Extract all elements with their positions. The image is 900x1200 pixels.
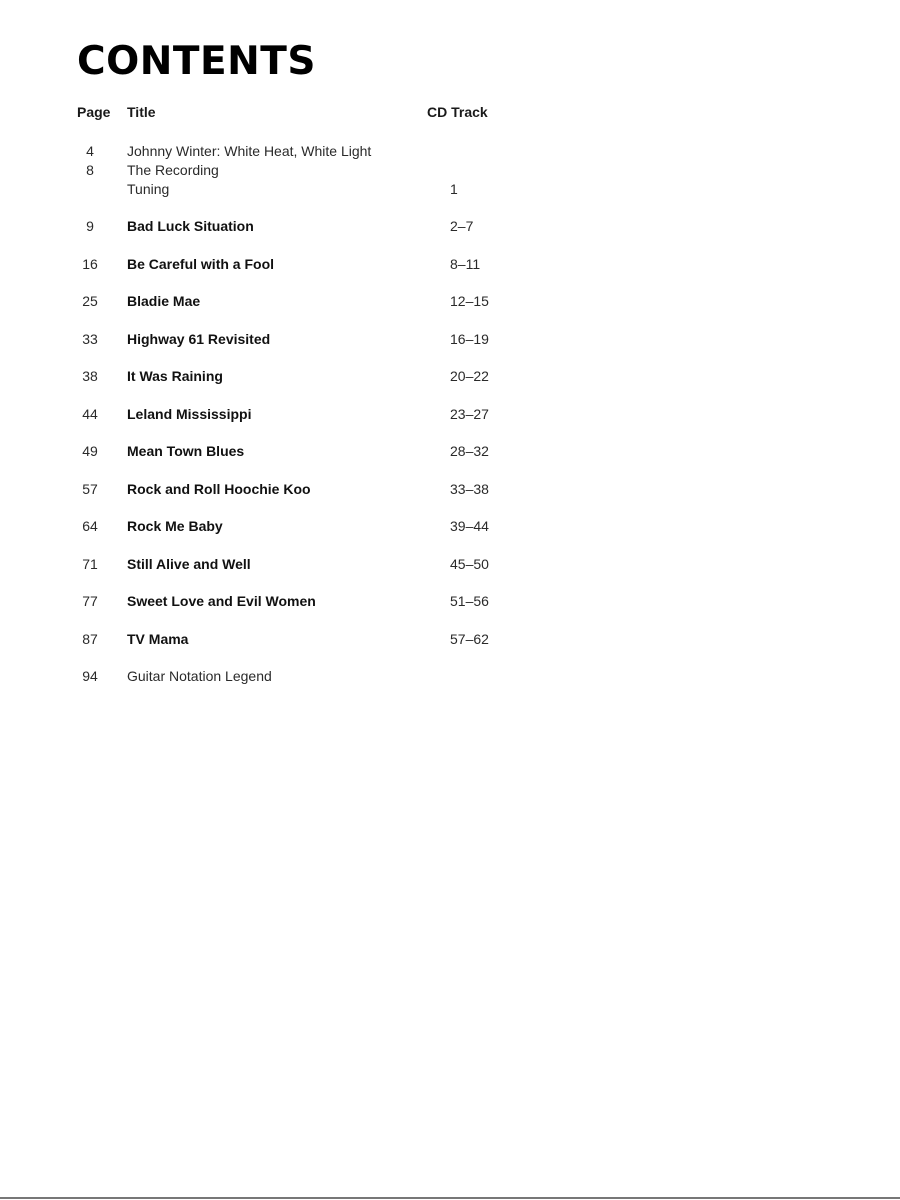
- toc-title: Leland Mississippi: [127, 406, 252, 422]
- column-header-title: Title: [127, 104, 156, 120]
- column-header-cd-track: CD Track: [427, 104, 488, 120]
- toc-cd-track: 16–19: [450, 331, 489, 347]
- toc-row: [0, 367, 900, 385]
- toc-row: [0, 255, 900, 273]
- toc-title: Highway 61 Revisited: [127, 331, 271, 347]
- page-title: CONTENTS: [77, 39, 316, 84]
- toc-cd-track: 8–11: [450, 256, 481, 272]
- toc-cd-track: 2–7: [450, 218, 474, 234]
- toc-page-number: 64: [82, 518, 98, 534]
- toc-row: [0, 142, 900, 160]
- toc-page-number: 87: [82, 631, 98, 647]
- toc-cd-track: 12–15: [450, 293, 489, 309]
- toc-row: [0, 630, 900, 648]
- toc-page-number: 33: [82, 331, 98, 347]
- toc-row: [0, 330, 900, 348]
- toc-title: Mean Town Blues: [127, 443, 245, 459]
- toc-row: [0, 480, 900, 498]
- toc-page-number: 4: [86, 143, 94, 159]
- toc-page-number: 16: [82, 256, 98, 272]
- toc-row: [0, 405, 900, 423]
- toc-row: [0, 180, 900, 198]
- toc-title: Rock Me Baby: [127, 518, 223, 534]
- toc-cd-track: 23–27: [450, 406, 489, 422]
- toc-page-number: 38: [82, 368, 98, 384]
- toc-title: The Recording: [127, 162, 219, 178]
- toc-cd-track: 51–56: [450, 593, 489, 609]
- toc-row: [0, 517, 900, 535]
- toc-title: Rock and Roll Hoochie Koo: [127, 481, 311, 497]
- toc-title: Bladie Mae: [127, 293, 201, 309]
- toc-row: [0, 667, 900, 685]
- toc-title: Bad Luck Situation: [127, 218, 254, 234]
- toc-cd-track: 57–62: [450, 631, 489, 647]
- toc-page-number: 9: [86, 218, 94, 234]
- toc-cd-track: 39–44: [450, 518, 489, 534]
- toc-page-number: 77: [82, 593, 98, 609]
- toc-row: [0, 217, 900, 235]
- toc-page-number: 94: [82, 668, 98, 684]
- toc-title: Guitar Notation Legend: [127, 668, 272, 684]
- toc-row: [0, 292, 900, 310]
- toc-title: Sweet Love and Evil Women: [127, 593, 316, 609]
- bottom-border: [0, 1197, 900, 1199]
- toc-title: Be Careful with a Fool: [127, 256, 275, 272]
- toc-title: TV Mama: [127, 631, 189, 647]
- toc-row: [0, 592, 900, 610]
- column-header-page: Page: [77, 104, 111, 120]
- toc-page-number: 8: [86, 162, 94, 178]
- toc-title: Still Alive and Well: [127, 556, 251, 572]
- toc-title: It Was Raining: [127, 368, 223, 384]
- toc-row: [0, 442, 900, 460]
- toc-page-number: 25: [82, 293, 98, 309]
- toc-page-number: 44: [82, 406, 98, 422]
- toc-row: [0, 161, 900, 179]
- toc-cd-track: 1: [450, 181, 458, 197]
- toc-cd-track: 33–38: [450, 481, 489, 497]
- toc-page-number: 71: [82, 556, 98, 572]
- toc-title: Johnny Winter: White Heat, White Light: [127, 143, 372, 159]
- toc-row: [0, 555, 900, 573]
- toc-cd-track: 28–32: [450, 443, 489, 459]
- toc-page-number: 57: [82, 481, 98, 497]
- toc-page-number: 49: [82, 443, 98, 459]
- toc-title: Tuning: [127, 181, 170, 197]
- toc-cd-track: 45–50: [450, 556, 489, 572]
- toc-cd-track: 20–22: [450, 368, 489, 384]
